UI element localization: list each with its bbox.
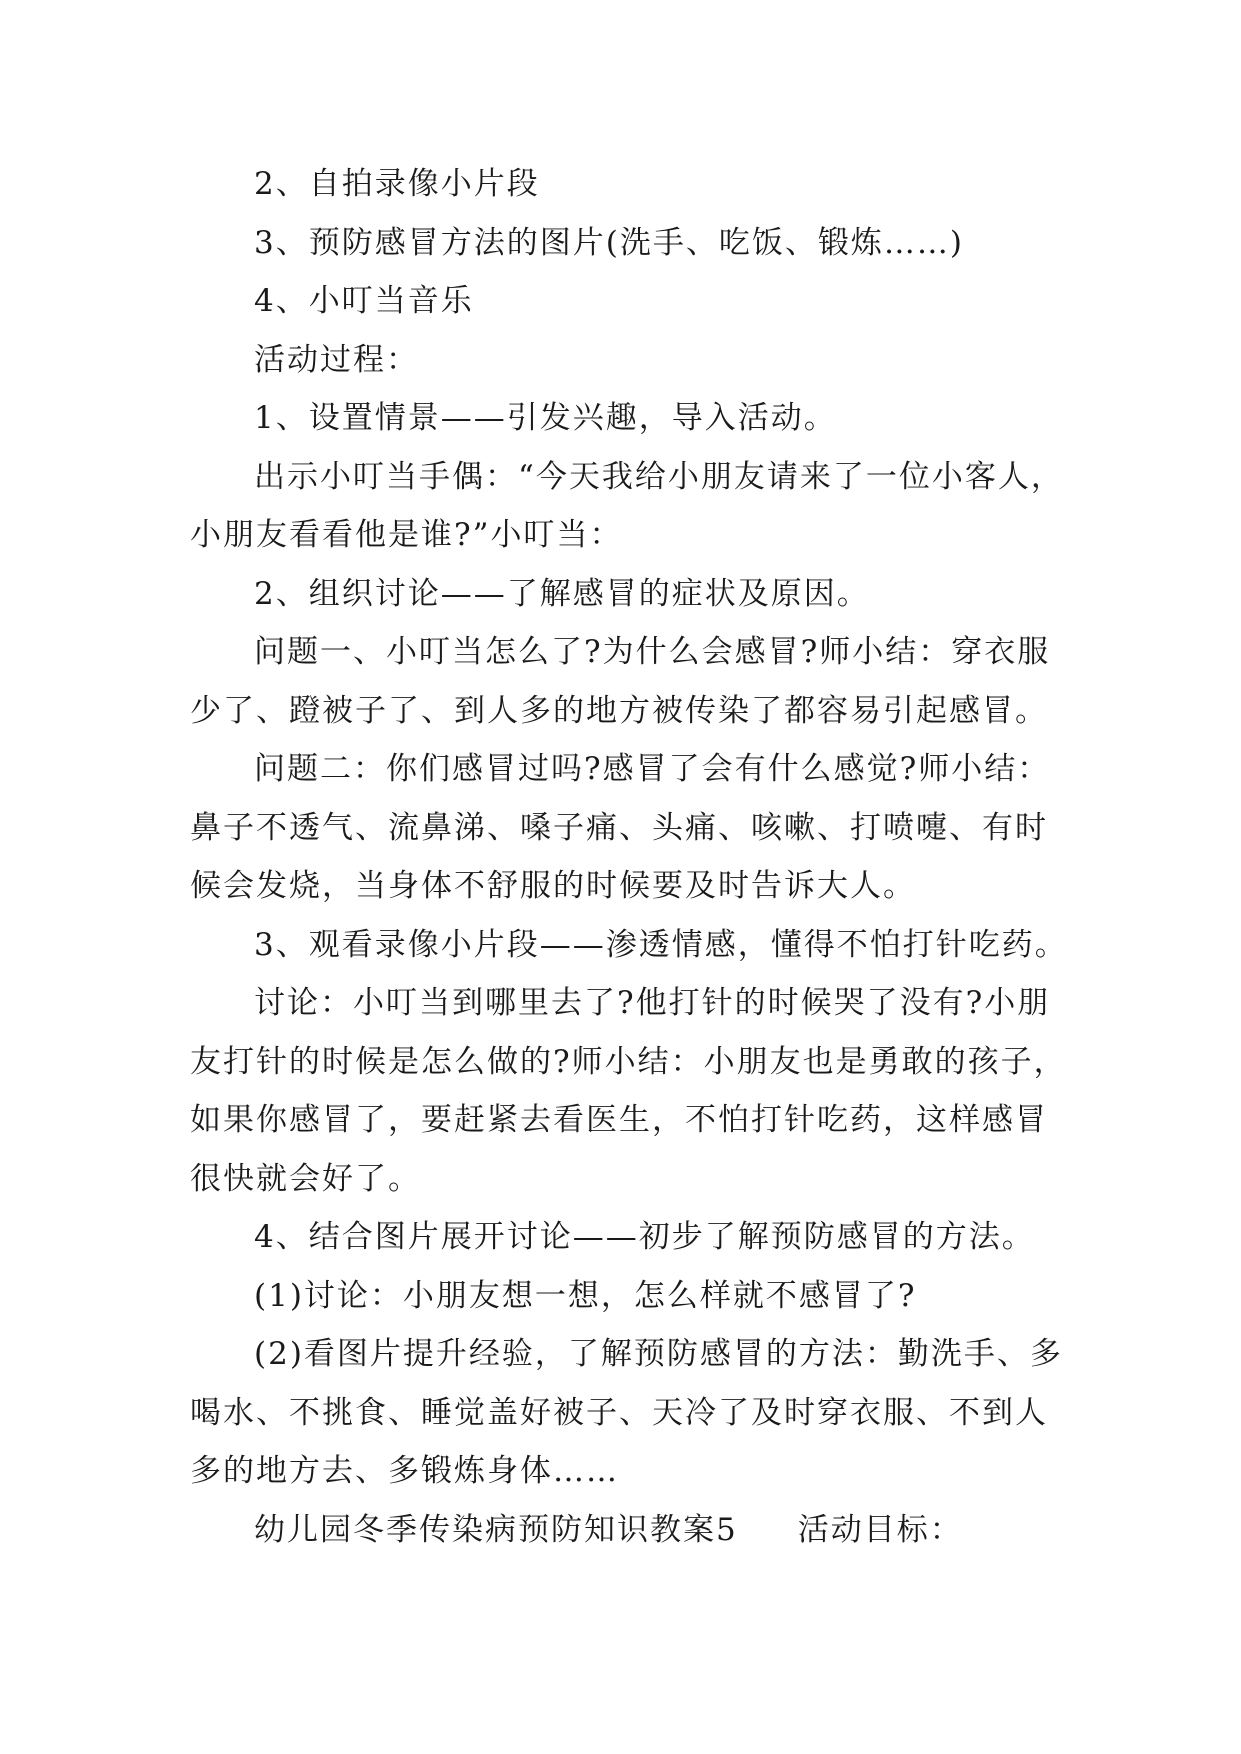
document-body bbox=[190, 155, 1070, 1559]
materials-item-4: 4、小叮当音乐 bbox=[254, 283, 474, 319]
next-section-line bbox=[190, 1501, 1070, 1560]
step-4-heading: 4、结合图片展开讨论——初步了解预防感冒的方法。 bbox=[254, 1219, 1035, 1255]
discussion-content: 讨论：小叮当到哪里去了?他打针的时候哭了没有?小朋友打针的时候是怎么做的?师小结：小朋友也是勇敢的孩子，如果你感冒了，要赶紧去看医生，不怕打针吃药，这样感冒很快就会好了。 bbox=[190, 985, 1067, 1197]
materials-item-3: 3、预防感冒方法的图片(洗手、吃饭、锻炼……) bbox=[254, 224, 964, 261]
step-3-heading: 3、观看录像小片段——渗透情感，懂得不怕打针吃药。 bbox=[254, 926, 1068, 963]
step-2-heading: 2、组织讨论——了解感冒的症状及原因。 bbox=[254, 575, 870, 612]
question-2: 问题二：你们感冒过吗?感冒了会有什么感觉?师小结：鼻子不透气、流鼻涕、嗓子痛、头痛、咳嗽、打喷嚏、有时候会发烧，当身体不舒服的时候要及时告诉大人。 bbox=[190, 751, 1051, 904]
next-section-title: 幼儿园冬季传染病预防知识教案5 bbox=[254, 1511, 738, 1548]
materials-item-2: 2、自拍录像小片段 bbox=[254, 166, 540, 202]
next-section-heading: 活动目标： bbox=[797, 1511, 963, 1548]
step-4-item-1: (1)讨论：小朋友想一想，怎么样就不感冒了? bbox=[254, 1277, 917, 1314]
section-heading-process: 活动过程： bbox=[254, 341, 419, 378]
step-1-heading: 1、设置情景——引发兴趣，导入活动。 bbox=[254, 400, 837, 436]
step-4-item-2: (2)看图片提升经验，了解预防感冒的方法：勤洗手、多喝水、不挑食、睡觉盖好被子、天冷了及时穿衣服、不到人多的地方去、多锻炼身体…… bbox=[190, 1336, 1063, 1489]
question-1: 问题一、小叮当怎么了?为什么会感冒?师小结：穿衣服少了、蹬被子了、到人多的地方被传染了都容易引起感冒。 bbox=[190, 634, 1051, 729]
step-1-content: 出示小叮当手偶：“今天我给小朋友请来了一位小客人，小朋友看看他是谁?”小叮当： bbox=[190, 458, 1064, 553]
